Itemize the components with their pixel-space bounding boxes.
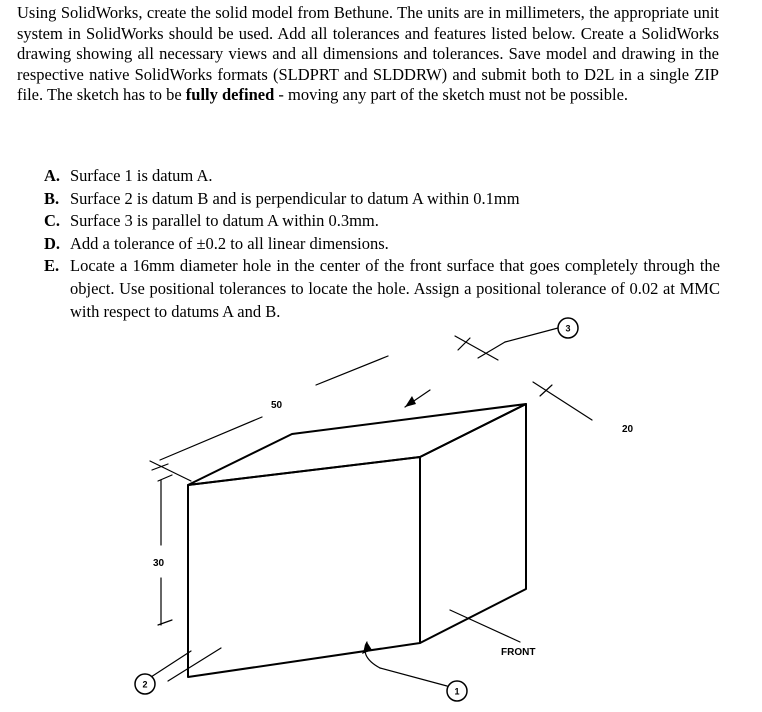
list-text: Locate a 16mm diameter hole in the center of the front surface that goes completely through the object. Use positional tolerances to locate the hole. Assign a positional tolerance of 0.02 at MMC with respect to datums A and B. bbox=[70, 256, 720, 321]
instructions-text: Using SolidWorks, create the solid model from Bethune. The units are in millimeters, the appropriate unit system in SolidWorks should be used. Add all tolerances and features listed below. Create a SolidWorks drawing showing all necessary views and all dimensions and tolerances. Save model and drawing in the respective native SolidWorks formats (SLDPRT and SLDDRW) and submit both to D2L in a single ZIP file. The sketch has to be bbox=[17, 3, 719, 105]
list-letter: B. bbox=[44, 188, 60, 208]
leader-3 bbox=[505, 328, 558, 342]
leader-1 bbox=[380, 668, 447, 686]
dim-length-line bbox=[160, 417, 262, 460]
list-letter: A. bbox=[44, 166, 61, 185]
dim-length-line-back bbox=[316, 356, 388, 385]
list-letter: D. bbox=[44, 233, 61, 253]
arrow-head bbox=[405, 396, 416, 407]
list-item bbox=[40, 188, 720, 211]
block-left-face bbox=[188, 457, 420, 677]
arrow-head bbox=[362, 642, 372, 654]
list-text: Surface 1 is datum A. bbox=[70, 166, 213, 185]
instructions-paragraph bbox=[17, 3, 719, 106]
callout-3 bbox=[558, 318, 578, 338]
front-leader bbox=[450, 610, 520, 642]
callout-1-label: 1 bbox=[454, 686, 460, 697]
list-text: Surface 3 is parallel to datum A within 0.3mm. bbox=[70, 211, 379, 231]
list-text: Add a tolerance of ±0.2 to all linear dimensions. bbox=[70, 233, 389, 253]
block-front-face bbox=[420, 404, 526, 643]
dim-height-label: 30 bbox=[153, 558, 165, 569]
callout-3-label: 3 bbox=[565, 323, 571, 334]
leader-2 bbox=[151, 651, 191, 677]
list-letter: C. bbox=[44, 211, 61, 231]
dim-depth-line bbox=[455, 336, 498, 360]
list-item bbox=[40, 233, 720, 256]
list-item bbox=[40, 165, 720, 188]
list-item bbox=[40, 210, 720, 233]
callout-1 bbox=[447, 681, 467, 701]
instructions-bold-text: fully defined bbox=[185, 85, 275, 105]
dim-depth-label: 20 bbox=[622, 424, 634, 435]
dim-length-label: 50 bbox=[271, 400, 283, 411]
front-label: FRONT bbox=[501, 647, 536, 658]
block-top-face bbox=[188, 404, 526, 485]
isometric-block-drawing bbox=[0, 300, 762, 712]
list-text: Surface 2 is datum B and is perpendicular to datum A within 0.1mm bbox=[70, 188, 520, 208]
list-letter: E. bbox=[44, 256, 60, 276]
callout-2-label: 2 bbox=[142, 679, 148, 690]
instructions-tail-text: - moving any part of the sketch must not be possible. bbox=[274, 85, 629, 105]
callout-2 bbox=[135, 674, 155, 694]
